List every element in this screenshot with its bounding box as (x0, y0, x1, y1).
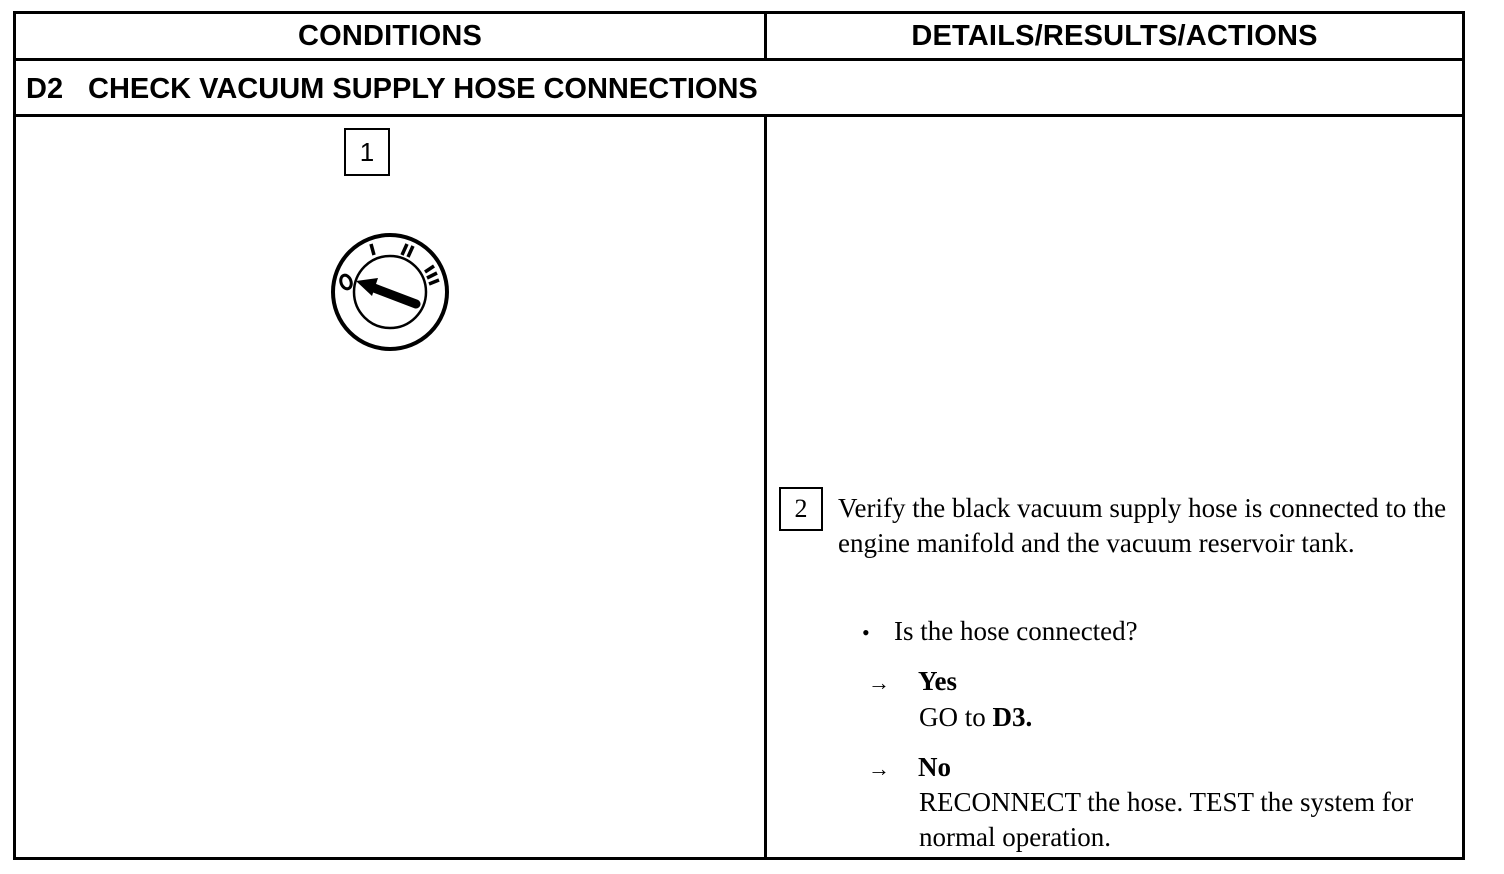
arrow-right-icon: → (868, 756, 890, 781)
column-divider-header (764, 14, 767, 58)
section-title-text: CHECK VACUUM SUPPLY HOSE CONNECTIONS (88, 73, 758, 105)
answer-yes-action (919, 700, 1032, 735)
details-header: DETAILS/RESULTS/ACTIONS (911, 20, 1318, 52)
answer-yes (868, 664, 957, 700)
answer-no-label: No (918, 752, 951, 782)
answer-yes-action-target: D3. (992, 702, 1033, 732)
section-divider (16, 114, 1462, 117)
arrow-right-icon: → (868, 670, 890, 695)
answer-yes-action-prefix: GO to (919, 702, 993, 732)
answer-yes-label: Yes (918, 666, 957, 696)
ignition-key-switch-icon (328, 230, 452, 359)
bullet-icon: • (862, 620, 870, 645)
answer-no (868, 750, 951, 786)
column-divider-body (764, 114, 767, 857)
question-bullet (862, 614, 1138, 650)
section-title (26, 65, 758, 113)
step-2-box: 2 (779, 487, 823, 531)
conditions-header: CONDITIONS (297, 20, 483, 52)
step-2-instruction: Verify the black vacuum supply hose is connected to the engine manifold and the vacuum reservoir tank. (838, 493, 1447, 558)
section-code: D2 (26, 73, 64, 105)
diagnostic-table (13, 11, 1465, 860)
answer-no-action: RECONNECT the hose. TEST the system for normal operation. (919, 787, 1414, 852)
header-divider (16, 58, 1462, 61)
step-1-box: 1 (344, 128, 390, 176)
question-text: Is the hose connected? (894, 616, 1138, 646)
